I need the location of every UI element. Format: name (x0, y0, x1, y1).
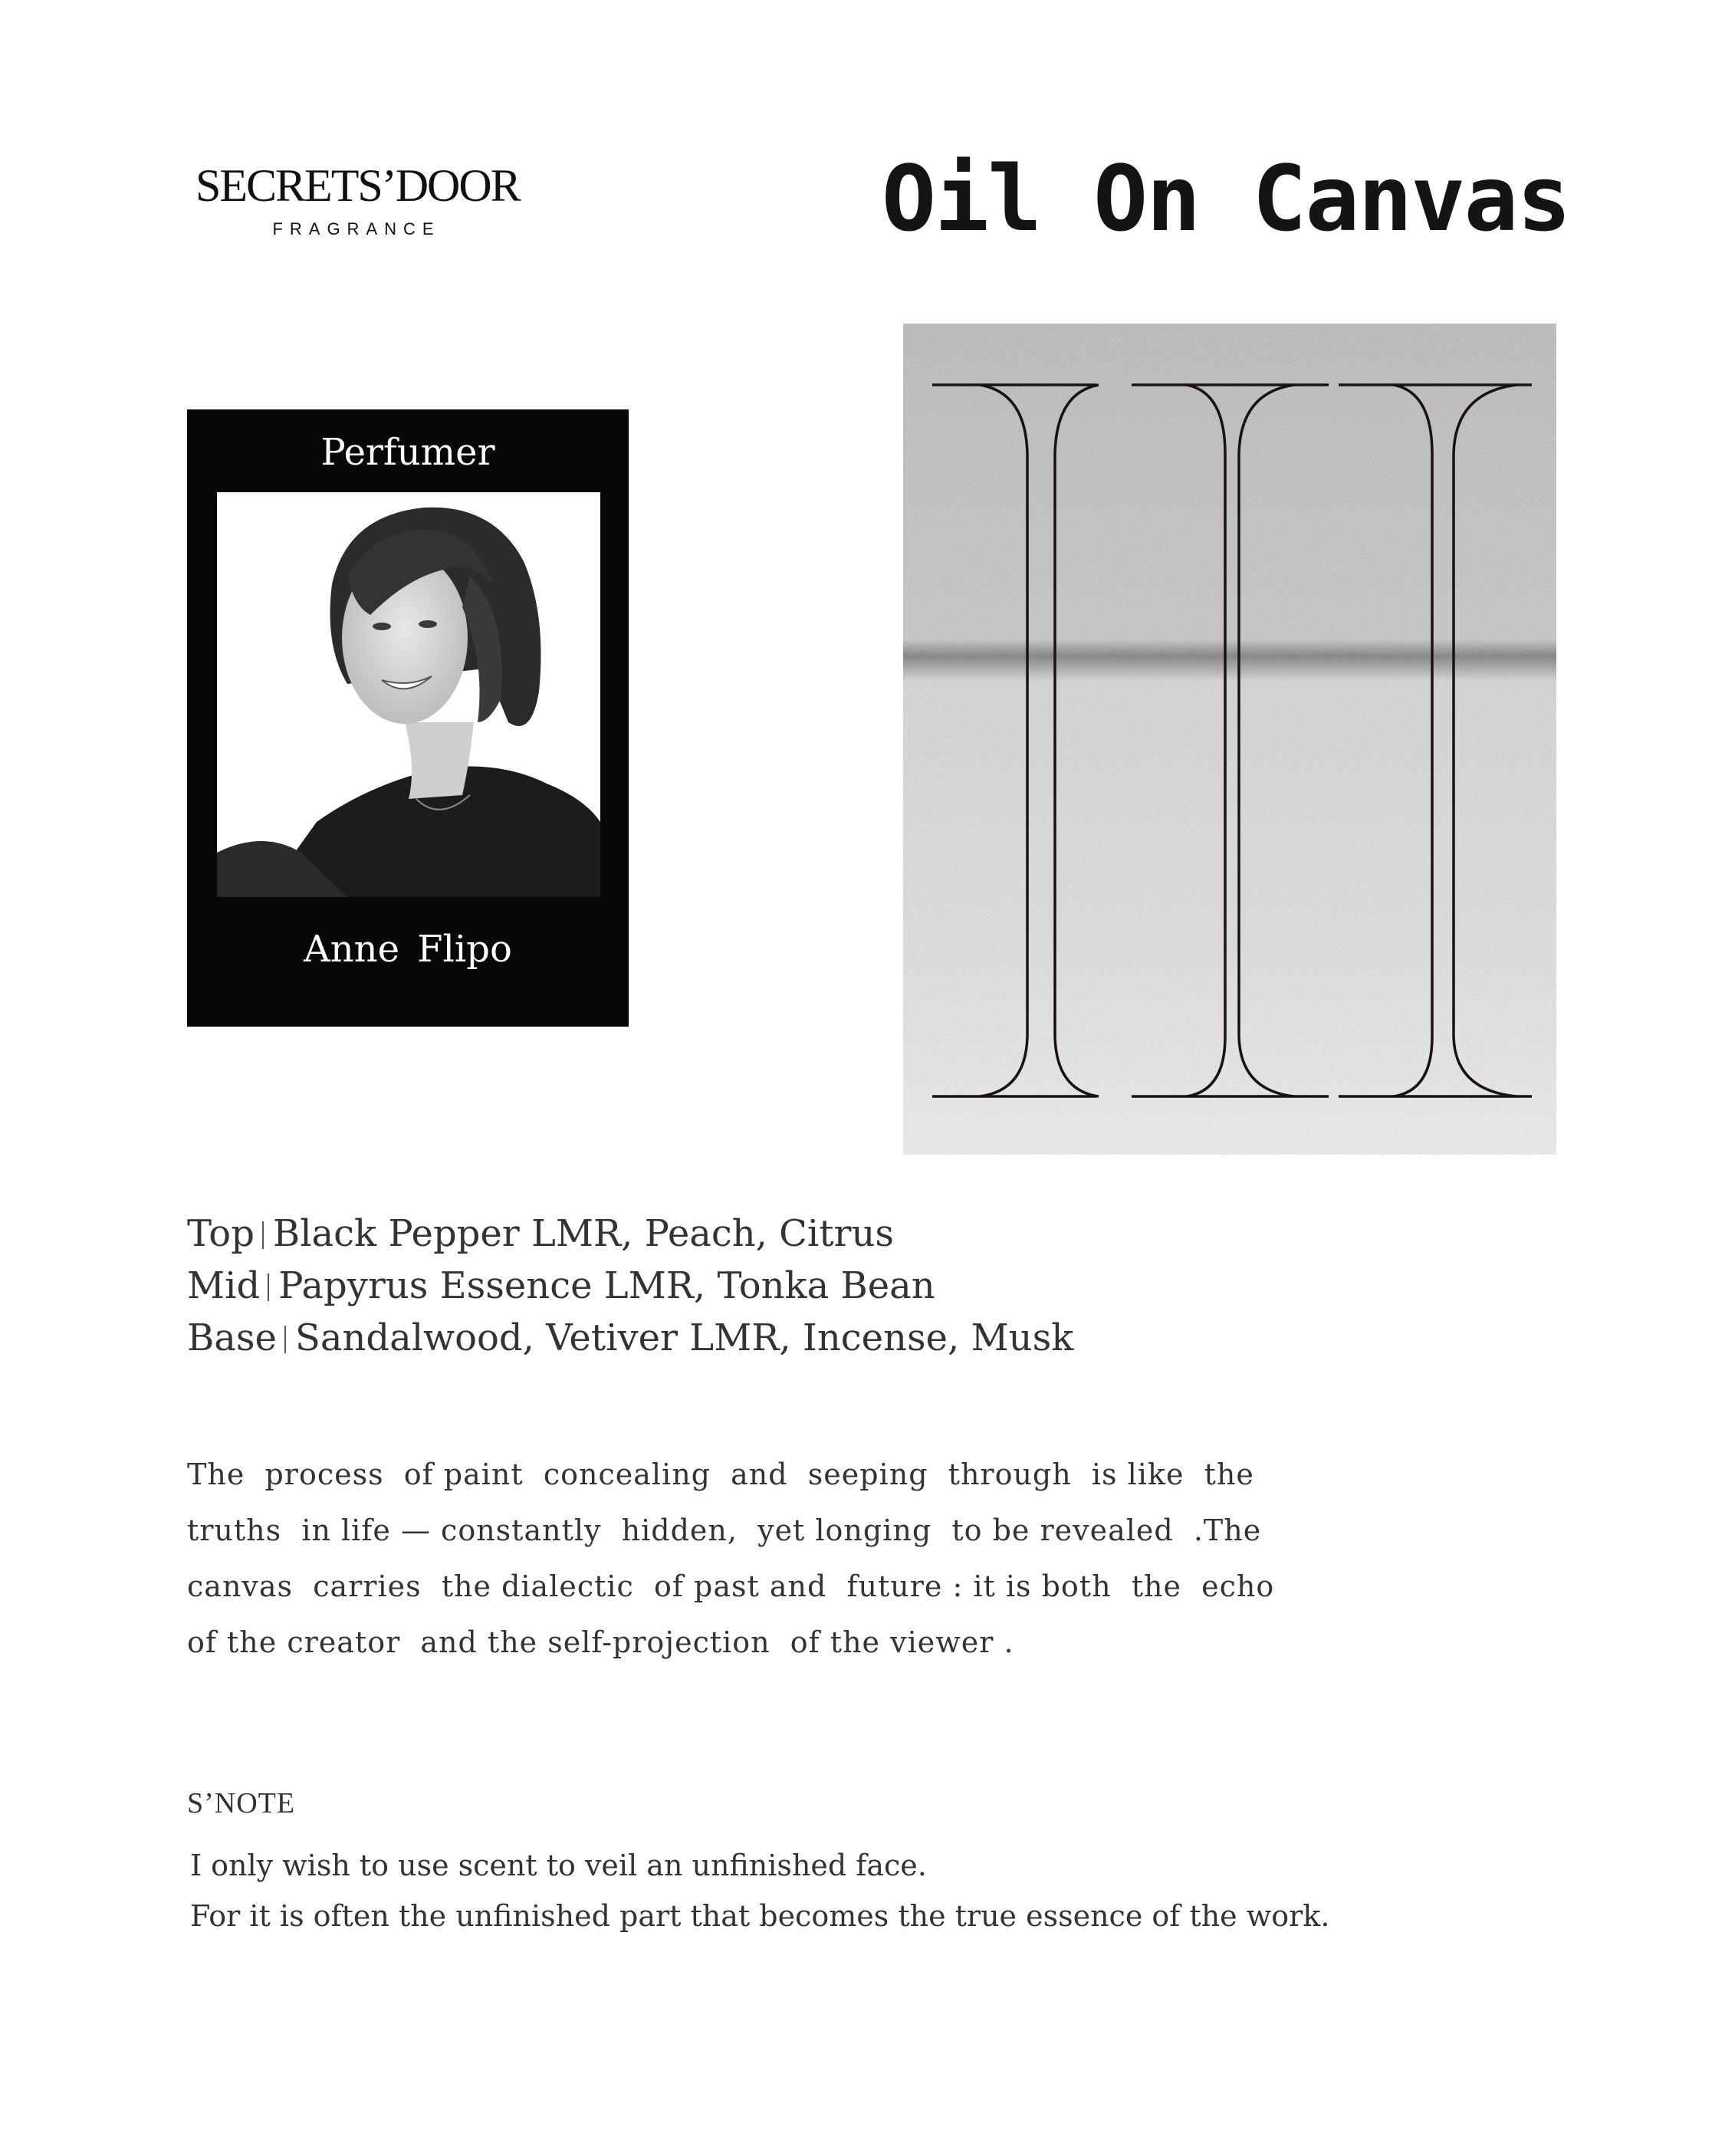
snote-heading: S’NOTE (187, 1787, 296, 1819)
description-line: The process of paint concealing and seeping through is like the (187, 1458, 1254, 1491)
fragrance-notes (187, 1208, 1073, 1364)
perfumer-portrait-image (217, 492, 600, 897)
note-tier: Top (187, 1212, 255, 1255)
product-title: Oil On Canvas (882, 146, 1570, 251)
perfumer-label: Perfumer (320, 431, 495, 474)
description-line: canvas carries the dialectic of past and future : it is both the echo (187, 1569, 1275, 1603)
brand-subtitle: FRAGRANCE (272, 219, 441, 238)
description-line: of the creator and the self-projection of the viewer . (187, 1625, 1014, 1659)
brand-logo (196, 160, 520, 239)
brand-name: SECRETS’DOOR (196, 160, 520, 211)
note-tier: Mid (187, 1264, 261, 1307)
note-row-top (187, 1208, 1073, 1260)
note-separator (284, 1326, 286, 1353)
note-ingredients: Black Pepper LMR, Peach, Citrus (272, 1212, 895, 1255)
snote-line: I only wish to use scent to veil an unfinished face. (190, 1849, 927, 1882)
roman-numeral-artwork (903, 324, 1556, 1155)
artwork-panel (903, 324, 1556, 1155)
note-row-mid (187, 1260, 1073, 1312)
note-separator (268, 1274, 269, 1301)
perfumer-name: Anne Flipo (304, 928, 512, 971)
description-line: truths in life — constantly hidden, yet longing to be revealed .The (187, 1513, 1262, 1547)
description-paragraph (187, 1447, 1275, 1671)
snote-body (190, 1840, 1329, 1941)
note-row-base (187, 1312, 1073, 1364)
note-ingredients: Sandalwood, Vetiver LMR, Incense, Musk (294, 1316, 1074, 1359)
snote-line: For it is often the unfinished part that becomes the true essence of the work. (190, 1899, 1330, 1933)
note-tier: Base (187, 1316, 277, 1359)
perfumer-photo (217, 492, 600, 897)
note-separator (262, 1221, 264, 1249)
note-ingredients: Papyrus Essence LMR, Tonka Bean (278, 1264, 935, 1307)
perfumer-card (187, 409, 629, 1027)
